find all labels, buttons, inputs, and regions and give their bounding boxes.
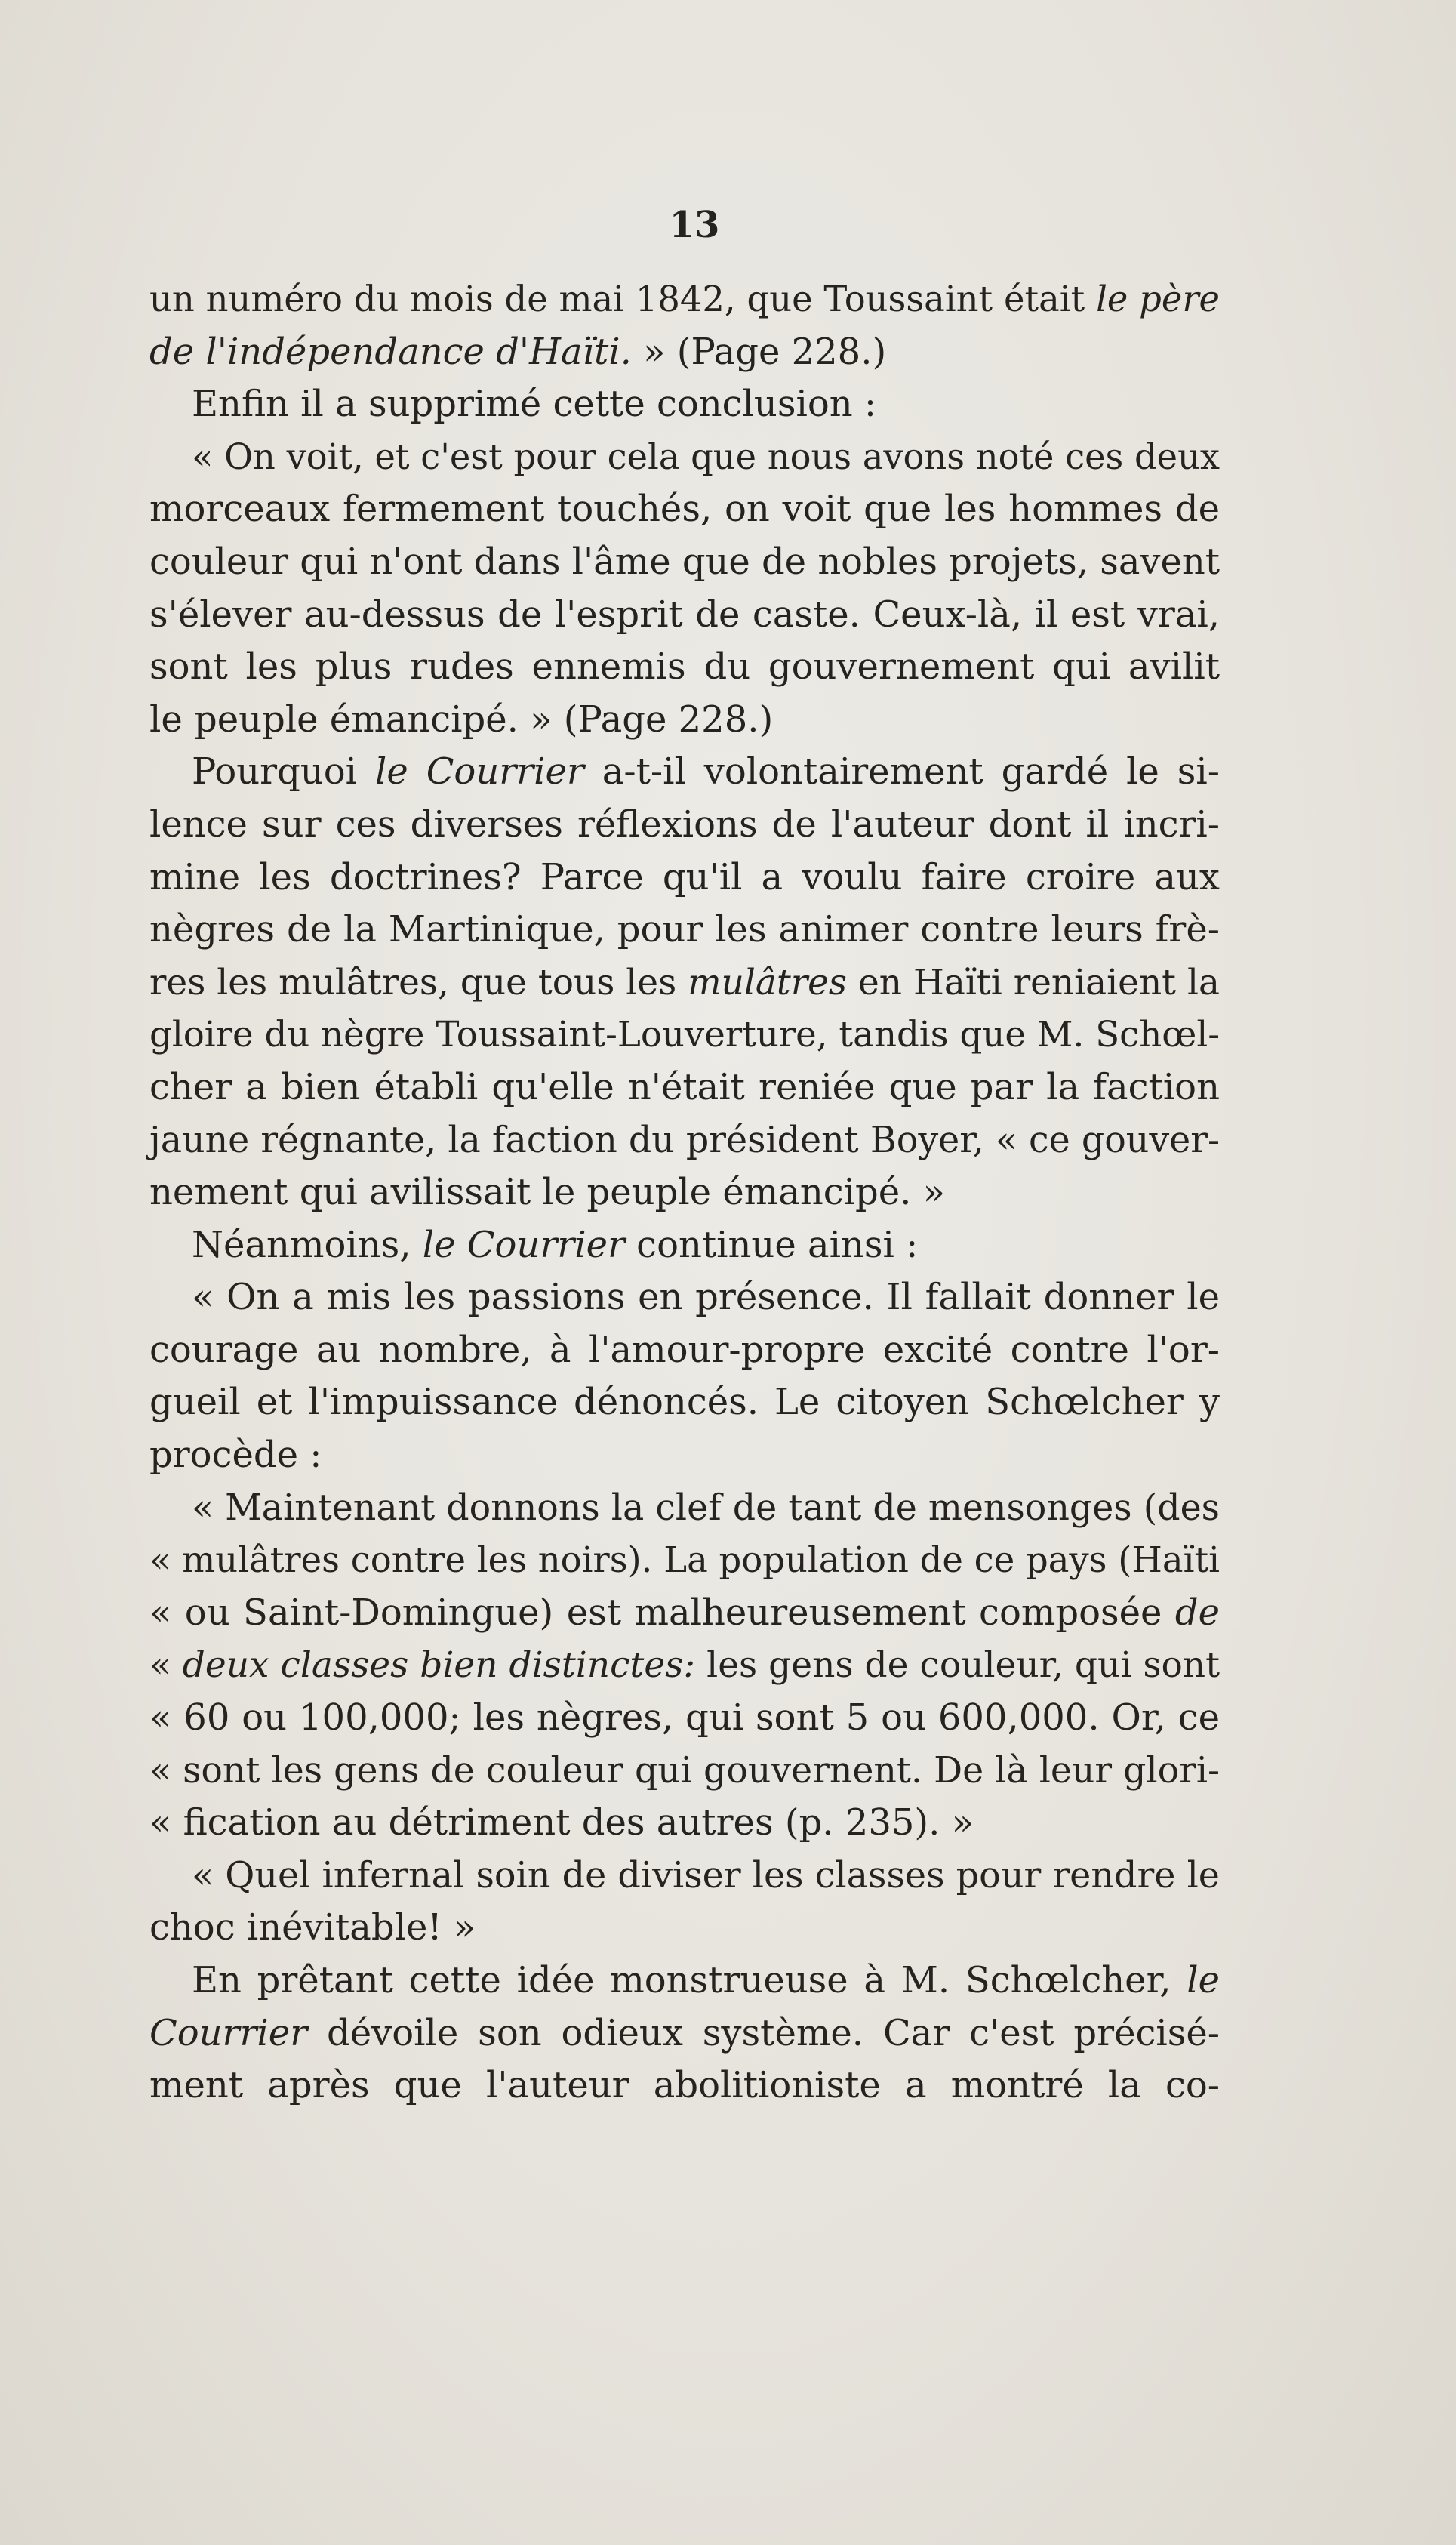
text-segment: Enfin il a supprimé cette conclusion : — [192, 383, 877, 426]
text-line — [149, 1692, 1220, 1745]
body-text — [149, 273, 1220, 2112]
text-segment: s'élever au-dessus de l'esprit de caste. Ceux-là, il est vrai, — [149, 593, 1220, 636]
text-line — [149, 1114, 1220, 1167]
text-segment: nement qui avilissait le peuple émancipé. » — [149, 1171, 946, 1214]
text-segment: un numéro du mois de mai 1842, que Toussaint était — [149, 279, 1097, 319]
text-segment: « ou Saint-Domingue) est malheureusement composée — [149, 1591, 1175, 1634]
text-line — [149, 641, 1220, 694]
text-line — [149, 1324, 1220, 1377]
italic-text-segment: le — [1187, 1959, 1220, 2001]
text-segment: » (Page 228.) — [631, 330, 887, 373]
text-line — [149, 1955, 1220, 2007]
text-segment: dévoile son odieux système. Car c'est précisé- — [307, 2011, 1220, 2054]
text-line — [149, 694, 1220, 747]
text-line — [149, 1271, 1220, 1324]
italic-text-segment: deux classes bien distinctes: — [182, 1644, 696, 1687]
page-number: 13 — [669, 204, 720, 246]
text-segment: sont les plus rudes ennemis du gouvernement qui avilit — [149, 645, 1220, 689]
italic-text-segment: Courrier — [149, 2011, 308, 2054]
text-segment: morceaux fermement touchés, on voit que les hommes de — [149, 488, 1220, 531]
text-segment: nègres de la Martinique, pour les animer contre leurs frè- — [149, 908, 1220, 951]
text-segment: en Haïti reniaient la — [847, 961, 1220, 1003]
text-segment: res les mulâtres, que tous les — [149, 961, 688, 1003]
text-line — [149, 904, 1220, 957]
text-line — [149, 1429, 1220, 1482]
text-line — [149, 273, 1220, 326]
text-line — [149, 1745, 1220, 1798]
text-line — [149, 326, 1220, 379]
text-line — [149, 799, 1220, 852]
text-line — [149, 1061, 1220, 1114]
text-segment: « 60 ou 100,000; les nègres, qui sont 5 ou 600,000. Or, ce — [149, 1696, 1220, 1739]
text-segment: gloire du nègre Toussaint-Louverture, tandis que M. Schœl- — [149, 1014, 1220, 1055]
text-line — [149, 746, 1220, 799]
italic-text-segment: mulâtres — [688, 961, 848, 1003]
text-segment: « fication au détriment des autres (p. 235). » — [149, 1801, 974, 1844]
text-line — [149, 2007, 1220, 2060]
text-segment: courage au nombre, à l'amour-propre excité contre l'or- — [149, 1328, 1220, 1371]
text-line — [149, 1009, 1220, 1061]
text-line — [149, 1797, 1220, 1850]
text-line — [149, 1166, 1220, 1219]
italic-text-segment: le père — [1096, 279, 1221, 319]
text-line — [149, 1639, 1220, 1692]
italic-text-segment: de — [1174, 1591, 1220, 1634]
text-line — [149, 1376, 1220, 1429]
text-segment: gueil et l'impuissance dénoncés. Le citoyen Schœlcher y — [149, 1381, 1220, 1424]
text-segment: lence sur ces diverses réflexions de l'auteur dont il incri- — [149, 803, 1220, 846]
text-segment: « mulâtres contre les noirs). La population de ce pays (Haïti — [149, 1539, 1220, 1581]
text-line — [149, 536, 1220, 589]
text-segment: les gens de couleur, qui sont — [695, 1644, 1220, 1687]
text-segment: a-t-il volontairement gardé le si- — [583, 750, 1220, 793]
text-segment: Néanmoins, — [192, 1223, 423, 1266]
text-line — [149, 1902, 1220, 1955]
text-segment: couleur qui n'ont dans l'âme que de nobles projets, savent — [149, 541, 1220, 583]
text-line — [149, 378, 1220, 431]
text-segment: procède : — [149, 1434, 322, 1477]
italic-text-segment: le Courrier — [374, 750, 584, 793]
text-line — [149, 2060, 1220, 2112]
text-segment: « sont les gens de couleur qui gouvernent. De là leur glori- — [149, 1749, 1220, 1792]
text-line — [149, 957, 1220, 1009]
text-segment: « On voit, et c'est pour cela que nous avons noté ces deux — [192, 436, 1220, 477]
text-segment: Pourquoi — [192, 750, 375, 793]
text-segment: ment après que l'auteur abolitioniste a montré la co- — [149, 2064, 1220, 2107]
text-line — [149, 431, 1220, 484]
text-segment: « — [149, 1644, 183, 1687]
text-segment: continue ainsi : — [624, 1223, 919, 1266]
text-segment: mine les doctrines? Parce qu'il a voulu faire croire aux — [149, 855, 1220, 898]
text-segment: En prêtant cette idée monstrueuse à M. Schœlcher, — [192, 1959, 1187, 2001]
text-segment: le peuple émancipé. » (Page 228.) — [149, 698, 774, 741]
text-segment: « Quel infernal soin de diviser les classes pour rendre le — [192, 1854, 1220, 1896]
italic-text-segment: de l'indépendance d'Haïti. — [149, 330, 632, 373]
text-line — [149, 1587, 1220, 1640]
text-line — [149, 589, 1220, 642]
text-line — [149, 1482, 1220, 1535]
text-line — [149, 483, 1220, 536]
text-segment: « On a mis les passions en présence. Il fallait donner le — [192, 1276, 1220, 1319]
text-line — [149, 1850, 1220, 1903]
italic-text-segment: le Courrier — [422, 1223, 625, 1266]
text-segment: « Maintenant donnons la clef de tant de mensonges (des — [192, 1487, 1220, 1529]
text-line — [149, 1219, 1220, 1272]
text-segment: choc inévitable! » — [149, 1906, 476, 1949]
text-segment: jaune régnante, la faction du président Boyer, « ce gouver- — [149, 1119, 1220, 1161]
text-line — [149, 852, 1220, 904]
text-line — [149, 1534, 1220, 1587]
text-segment: cher a bien établi qu'elle n'était reniée que par la faction — [149, 1065, 1220, 1108]
